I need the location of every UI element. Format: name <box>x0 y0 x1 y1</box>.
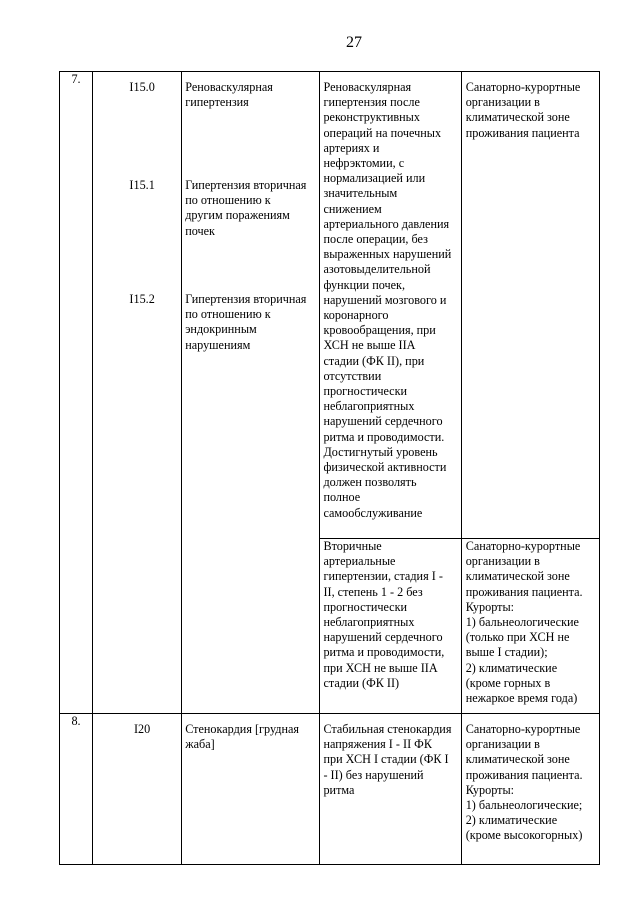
text-line: ритма и проводимости. <box>323 429 445 444</box>
text-line: другим поражениям <box>185 208 290 223</box>
text-line: Гипертензия вторичная <box>185 292 307 306</box>
text-line: нарушений сердечного <box>323 414 443 429</box>
text-line: азотовыделительной <box>323 262 431 277</box>
text-line: при ХСН не выше IIА <box>323 660 438 675</box>
text-line: Гипертензия вторичная <box>185 178 307 192</box>
row-number: 7. <box>60 72 93 714</box>
text-line: жаба] <box>185 737 215 752</box>
text-line: операций на почечных <box>323 125 442 140</box>
sanatorium-text <box>462 72 599 141</box>
text-line: после операции, без <box>323 232 428 247</box>
text-line: (только при ХСН не <box>465 630 570 645</box>
condition-cell <box>320 713 461 864</box>
text-line: гипертензия <box>185 95 249 110</box>
text-line: климатической зоне <box>465 110 570 125</box>
text-line: по отношению к <box>185 193 271 208</box>
text-line: нарушений сердечного <box>323 630 443 645</box>
text-line: эндокринным <box>185 322 257 337</box>
diagnosis-cell <box>182 72 320 714</box>
sanatorium-cell <box>461 72 599 539</box>
text-line: (кроме горных в <box>465 675 551 690</box>
text-line: организации в <box>465 737 540 752</box>
text-line: кровообращения, при <box>323 323 436 338</box>
text-line: Достигнутый уровень <box>323 444 438 459</box>
text-line: реконструктивных <box>323 110 420 125</box>
text-line: Реноваскулярная <box>185 80 273 94</box>
text-line: артериальные <box>323 554 396 569</box>
text-line: прогностически <box>323 599 408 614</box>
diagnosis-name <box>182 178 319 292</box>
icd-code: I20 <box>134 721 151 736</box>
text-line: гипертензии, стадия I - <box>323 569 443 584</box>
text-line: 2) климатические <box>465 813 558 828</box>
text-line: физической активности <box>323 460 447 475</box>
condition-text <box>320 72 460 538</box>
text-line: выраженных нарушений <box>323 247 452 262</box>
text-line: артериях и <box>323 140 380 155</box>
text-line: проживания пациента. <box>465 767 583 782</box>
text-line: Санаторно-курортные <box>465 538 581 553</box>
text-line: Стенокардия [грудная <box>185 721 300 736</box>
condition-text <box>320 539 460 713</box>
text-line: снижением <box>323 201 382 216</box>
text-line: самообслуживание <box>323 505 423 520</box>
text-line: ритма и проводимости, <box>323 645 445 660</box>
diagnosis-cell <box>182 713 320 864</box>
text-line: напряжения I - II ФК <box>323 737 432 752</box>
text-line: климатической зоне <box>465 569 570 584</box>
text-line: ритма <box>323 782 355 797</box>
page-number: 27 <box>346 34 362 51</box>
text-line: нарушений мозгового и <box>323 292 447 307</box>
text-line: нарушениям <box>185 337 251 352</box>
sanatorium-cell <box>461 538 599 713</box>
text-line: Санаторно-курортные <box>465 80 581 94</box>
text-line: 2) климатические <box>465 660 558 675</box>
code-cell <box>93 72 182 714</box>
text-line: организации в <box>465 95 540 110</box>
text-line: проживания пациента <box>465 125 580 140</box>
text-line: ХСН не выше IIА <box>323 338 416 353</box>
text-line: функции почек, <box>323 277 406 292</box>
text-line: нежаркое время года) <box>465 690 578 705</box>
text-line: Курорты: <box>465 782 515 797</box>
text-line: по отношению к <box>185 307 271 322</box>
text-line: Санаторно-курортные <box>465 721 581 736</box>
text-line: - II) без нарушений <box>323 767 424 782</box>
condition-text <box>320 714 460 798</box>
text-line: должен позволять <box>323 475 417 490</box>
diagnosis-name <box>182 714 319 752</box>
text-line: организации в <box>465 554 540 569</box>
text-line: Вторичные <box>323 538 382 553</box>
text-line: Курорты: <box>465 599 515 614</box>
table-row <box>60 72 600 539</box>
diagnosis-name <box>182 72 319 178</box>
icd-code: I15.0 <box>129 80 155 94</box>
text-line: климатической зоне <box>465 752 570 767</box>
icd-code: I15.2 <box>129 292 155 306</box>
document-table <box>59 71 600 865</box>
text-line: коронарного <box>323 308 389 323</box>
table-row <box>60 713 600 864</box>
text-line: отсутствии <box>323 368 382 383</box>
text-line: (кроме высокогорных) <box>465 828 583 843</box>
icd-code: I15.1 <box>129 178 155 192</box>
text-line: 1) бальнеологические <box>465 614 579 629</box>
text-line: II, степень 1 - 2 без <box>323 584 423 599</box>
text-line: Реноваскулярная <box>323 80 412 94</box>
sanatorium-cell <box>461 713 599 864</box>
text-line: при ХСН I стадии (ФК I <box>323 752 449 767</box>
condition-cell <box>320 72 461 539</box>
text-line: прогностически <box>323 384 408 399</box>
text-line: полное <box>323 490 361 505</box>
code-cell <box>93 713 182 864</box>
text-line: выше I стадии); <box>465 645 548 660</box>
diagnosis-name <box>182 292 319 353</box>
condition-cell <box>320 538 461 713</box>
text-line: артериального давления <box>323 216 450 231</box>
sanatorium-text <box>462 714 599 864</box>
text-line: нефрэктомии, с <box>323 156 405 171</box>
text-line: 1) бальнеологические; <box>465 797 583 812</box>
text-line: значительным <box>323 186 398 201</box>
sanatorium-text <box>462 539 599 706</box>
text-line: стадии (ФК II) <box>323 675 400 690</box>
text-line: почек <box>185 223 215 238</box>
row-number: 8. <box>60 713 93 864</box>
text-line: Стабильная стенокардия <box>323 721 452 736</box>
text-line: гипертензия после <box>323 95 420 110</box>
text-line: проживания пациента. <box>465 584 583 599</box>
text-line: неблагоприятных <box>323 614 415 629</box>
text-line: стадии (ФК II), при <box>323 353 425 368</box>
text-line: неблагоприятных <box>323 399 415 414</box>
text-line: нормализацией или <box>323 171 426 186</box>
